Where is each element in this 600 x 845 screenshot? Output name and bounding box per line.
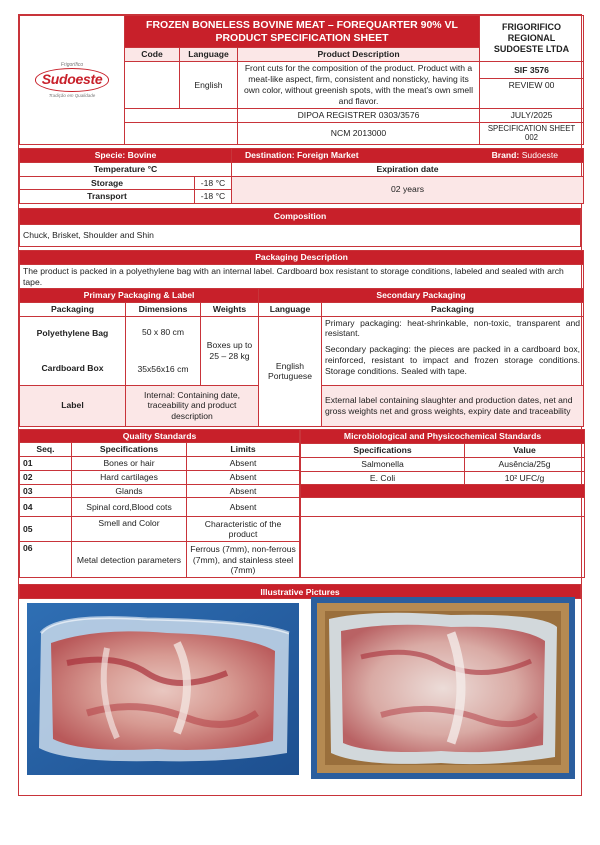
- storage-value: -18 °C: [195, 176, 232, 190]
- col-language: Language: [180, 48, 238, 62]
- composition-text: Chuck, Brisket, Shoulder and Shin: [20, 225, 581, 247]
- table-row: 02 Hard cartilages Absent: [20, 470, 300, 484]
- code-value: [125, 61, 180, 108]
- languages-value: English Portuguese: [259, 316, 322, 426]
- secondary-desc: Secondary packaging: the pieces are packed in a cardboard box, reinforced, resistant to impact and frozen storage conditions. Storage conditions. Sealed with tape.: [325, 344, 581, 376]
- packaging-title: Packaging Description: [20, 251, 584, 265]
- meat-bag-picture: [27, 603, 299, 775]
- bag-and-box: [20, 316, 126, 385]
- col-dimensions: Dimensions: [126, 303, 201, 317]
- dimensions-cell: [126, 316, 201, 385]
- brand: Brand: Sudoeste: [372, 149, 584, 163]
- weights-value: Boxes up to 25 – 28 kg: [201, 316, 259, 385]
- bag-dimensions: 50 x 80 cm: [141, 327, 185, 337]
- secondary-descriptions: [322, 316, 584, 385]
- transport-label: Transport: [20, 190, 195, 204]
- bag-label: Polyethylene Bag: [36, 328, 109, 338]
- col-limits: Limits: [187, 443, 300, 457]
- col-packaging: Packaging: [20, 303, 126, 317]
- storage-label: Storage: [20, 176, 195, 190]
- company-name: FRIGORIFICO REGIONAL SUDOESTE LTDA: [480, 16, 584, 62]
- col-weights: Weights: [201, 303, 259, 317]
- col-packaging-2: Packaging: [322, 303, 584, 317]
- table-row: E. Coli 10² UFC/g: [301, 471, 585, 485]
- picture-box: [311, 597, 575, 779]
- micro-title: Microbiological and Physicochemical Standards: [301, 429, 585, 443]
- sheet-date: JULY/2025: [480, 108, 584, 122]
- temperature-header: Temperature °C: [20, 162, 232, 176]
- col-seq: Seq.: [20, 443, 72, 457]
- composition-table: [19, 208, 581, 247]
- language-value: English: [180, 61, 238, 108]
- dipoa-registration: DIPOA REGISTRER 0303/3576: [238, 108, 480, 122]
- transport-value: -18 °C: [195, 190, 232, 204]
- table-row: 03 Glands Absent: [20, 484, 300, 498]
- header-table: [19, 15, 584, 145]
- table-row: 01 Bones or hair Absent: [20, 457, 300, 471]
- label-row-title: Label: [20, 385, 126, 426]
- col-language-2: Language: [259, 303, 322, 317]
- meat-box-picture: [311, 597, 575, 779]
- box-label: Cardboard Box: [41, 362, 104, 373]
- table-row: 06 Metal detection parameters Ferrous (7mm), non-ferrous (7mm), and stainless steel (7mm): [20, 542, 300, 578]
- quality-table: [19, 429, 300, 579]
- primary-packaging-title: Primary Packaging & Label: [20, 289, 259, 303]
- packaging-table: [19, 250, 584, 427]
- table-row: 05 Smell and Color Characteristic of the product: [20, 517, 300, 542]
- sif-number: SIF 3576: [480, 61, 584, 78]
- review-number: REVIEW 00: [480, 78, 584, 108]
- micro-divider: [301, 485, 585, 498]
- ncm-code: NCM 2013000: [238, 122, 480, 144]
- destination: Destination: Foreign Market: [232, 149, 372, 163]
- specie: Specie: Bovine: [20, 149, 232, 163]
- packaging-text: The product is packed in a polyethylene bag with an internal label. Cardboard box resistant to storage conditions, labeled and sealed with arch tape.: [20, 264, 584, 288]
- composition-title: Composition: [20, 209, 581, 225]
- secondary-packaging-title: Secondary Packaging: [259, 289, 584, 303]
- table-row: Salmonella Ausência/25g: [301, 457, 585, 471]
- table-row: 04 Spinal cord,Blood cots Absent: [20, 498, 300, 517]
- picture-bag: [27, 603, 299, 775]
- sheet-number: SPECIFICATION SHEET 002: [480, 122, 584, 144]
- specification-sheet: [18, 14, 582, 796]
- company-logo: Frigorífico Sudoeste Tradição em Qualidade: [35, 62, 110, 98]
- primary-desc: Primary packaging: heat-shrinkable, non-toxic, transparent and resistant.: [325, 317, 581, 339]
- expiration-value: 02 years: [232, 176, 584, 203]
- logo-cell: [20, 16, 125, 145]
- col-micro-spec: Specifications: [301, 443, 465, 457]
- box-dimensions: 35x56x16 cm: [137, 363, 189, 374]
- standards-section: [19, 429, 581, 579]
- col-spec: Specifications: [72, 443, 187, 457]
- quality-title: Quality Standards: [20, 429, 300, 443]
- label-internal: Internal: Containing date, traceability and product description: [126, 385, 259, 426]
- info-table: [19, 148, 584, 204]
- micro-table: [300, 429, 585, 579]
- col-code: Code: [125, 48, 180, 62]
- expiration-header: Expiration date: [232, 162, 584, 176]
- col-micro-value: Value: [465, 443, 585, 457]
- quality-rows: [20, 457, 300, 578]
- col-description: Product Description: [238, 48, 480, 62]
- label-external: External label containing slaughter and production dates, net and gross weights net and gross weights, expiry date and traceability: [322, 385, 584, 426]
- document-title: FROZEN BONELESS BOVINE MEAT – FOREQUARTER 90% VL PRODUCT SPECIFICATION SHEET: [125, 16, 480, 48]
- product-description: Front cuts for the composition of the product. Product with a meat-like aspect, firm, consistent and nonsticky, having its own color, without greenish spots, with the meat's own smell and flavor.: [238, 61, 480, 108]
- pictures-title: Illustrative Pictures: [20, 585, 581, 599]
